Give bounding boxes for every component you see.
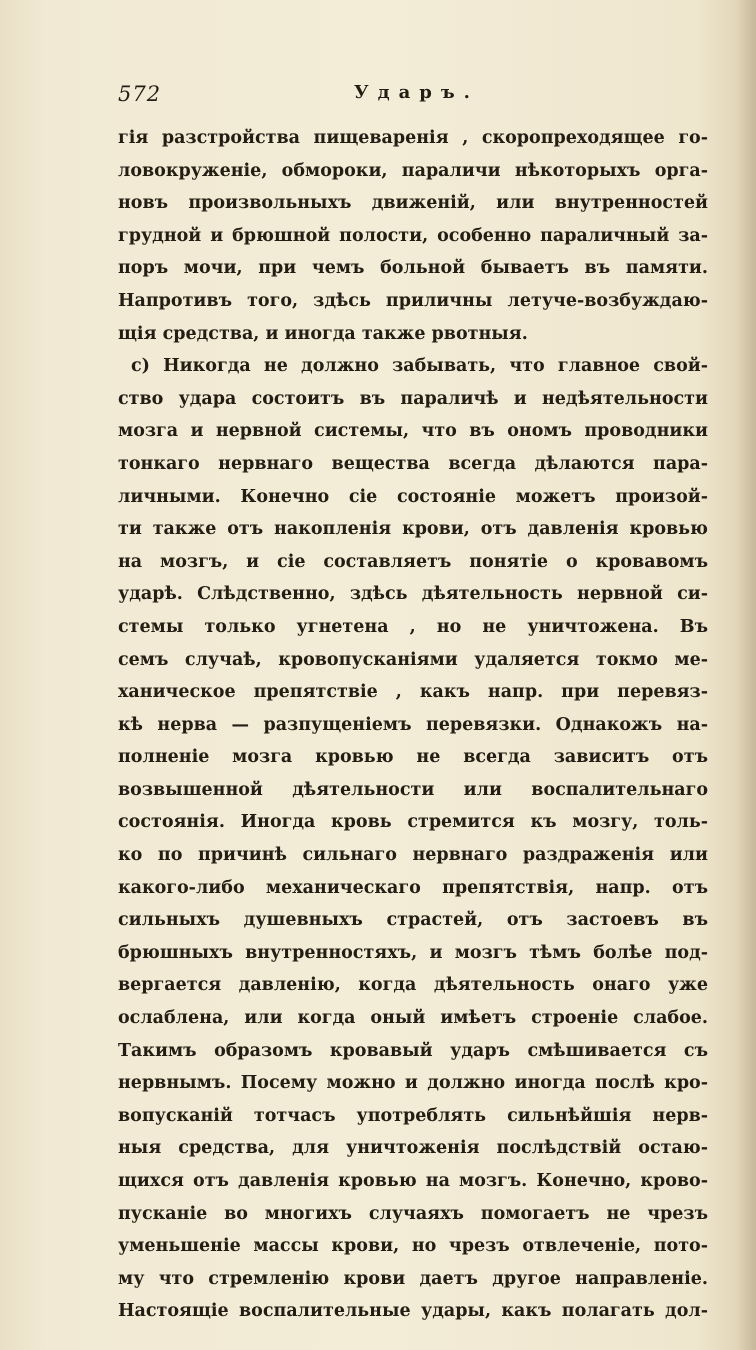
text-line: ловокруженіе, обмороки, параличи нѣкоторыхъ орга- (118, 160, 708, 181)
text-line: тонкаго нервнаго вещества всегда дѣлаются пара- (118, 453, 708, 474)
text-line: Такимъ образомъ кровавый ударъ смѣшивается съ (118, 1040, 708, 1061)
text-line: ко по причинѣ сильнаго нервнаго раздраженія или (118, 845, 708, 866)
paragraph-start-line: c) Никогда не должно забывать, что главное свой- (131, 356, 708, 377)
text-line: ныя средства, для уничтоженія послѣдствій остаю- (118, 1138, 708, 1159)
page-header (118, 82, 708, 112)
text-line: на мозгъ, и сіе составляетъ понятіе о кровавомъ (118, 551, 708, 572)
page-edge-shadow (736, 0, 756, 1350)
text-line: нервнымъ. Посему можно и должно иногда послѣ кро- (118, 1073, 708, 1094)
text-line: вергается давленію, когда дѣятельность онаго уже (118, 975, 708, 996)
text-line: Настоящіе воспалительные удары, какъ полагать дол- (118, 1301, 708, 1322)
text-line: поръ мочи, при чемъ больной бываетъ въ памяти. (118, 258, 708, 279)
text-line: му что стремленію крови даетъ другое направленіе. (118, 1268, 708, 1289)
text-line: личными. Конечно сіе состояніе можетъ произой- (118, 486, 708, 507)
text-line: ударѣ. Слѣдственно, здѣсь дѣятельность нервной си- (118, 584, 708, 605)
text-line: возвышенной дѣятельности или воспалительнаго (118, 779, 708, 800)
text-line: семъ случаѣ, кровопусканіями удаляется токмо ме- (118, 649, 708, 670)
text-line: гія разстройства пищеваренія , скоропреходящее го- (118, 128, 708, 148)
text-line: состоянія. Иногда кровь стремится къ мозгу, толь- (118, 812, 708, 833)
text-line: ство удара состоитъ въ параличѣ и недѣятельности (118, 388, 708, 409)
text-line: щихся отъ давленія кровью на мозгъ. Конечно, крово- (118, 1171, 708, 1191)
text-line: ханическое препятствіе , какъ напр. при перевяз- (118, 682, 708, 703)
text-line: сильныхъ душевныхъ страстей, отъ застоевъ въ (118, 910, 708, 931)
text-line: мозга и нервной системы, что въ ономъ проводники (118, 421, 708, 442)
body-text (118, 122, 708, 1328)
text-line: Напротивъ того, здѣсь приличны летуче-возбуждаю- (118, 290, 708, 311)
text-line: какого-либо механическаго препятствія, напр. отъ (118, 877, 708, 898)
text-line: кѣ нерва — разпущеніемъ перевязки. Однакожъ на- (118, 714, 708, 735)
text-line: пусканіе во многихъ случаяхъ помогаетъ не чрезъ (118, 1203, 708, 1224)
text-line: ти также отъ накопленія крови, отъ давленія кровью (118, 519, 708, 540)
text-line: брюшныхъ внутренностяхъ, и мозгъ тѣмъ болѣе под- (118, 942, 708, 963)
text-line: ослаблена, или когда оный имѣетъ строеніе слабое. (118, 1008, 708, 1029)
text-line: уменьшеніе массы крови, но чрезъ отвлеченіе, пото- (118, 1236, 708, 1257)
text-line: щія средства, и иногда также рвотныя. (118, 323, 528, 344)
text-line: вопусканій тотчасъ употреблять сильнѣйшія нерв- (118, 1105, 708, 1126)
text-line: стемы только угнетена , но не уничтожена. Въ (118, 616, 708, 637)
text-line: полненіе мозга кровью не всегда зависитъ отъ (118, 747, 708, 768)
text-line: новъ произвольныхъ движеній, или внутренностей (118, 193, 708, 214)
page-number: 572 (118, 82, 162, 106)
running-title: Ударъ. (354, 82, 479, 103)
text-line: грудной и брюшной полости, особенно параличный за- (118, 225, 708, 246)
